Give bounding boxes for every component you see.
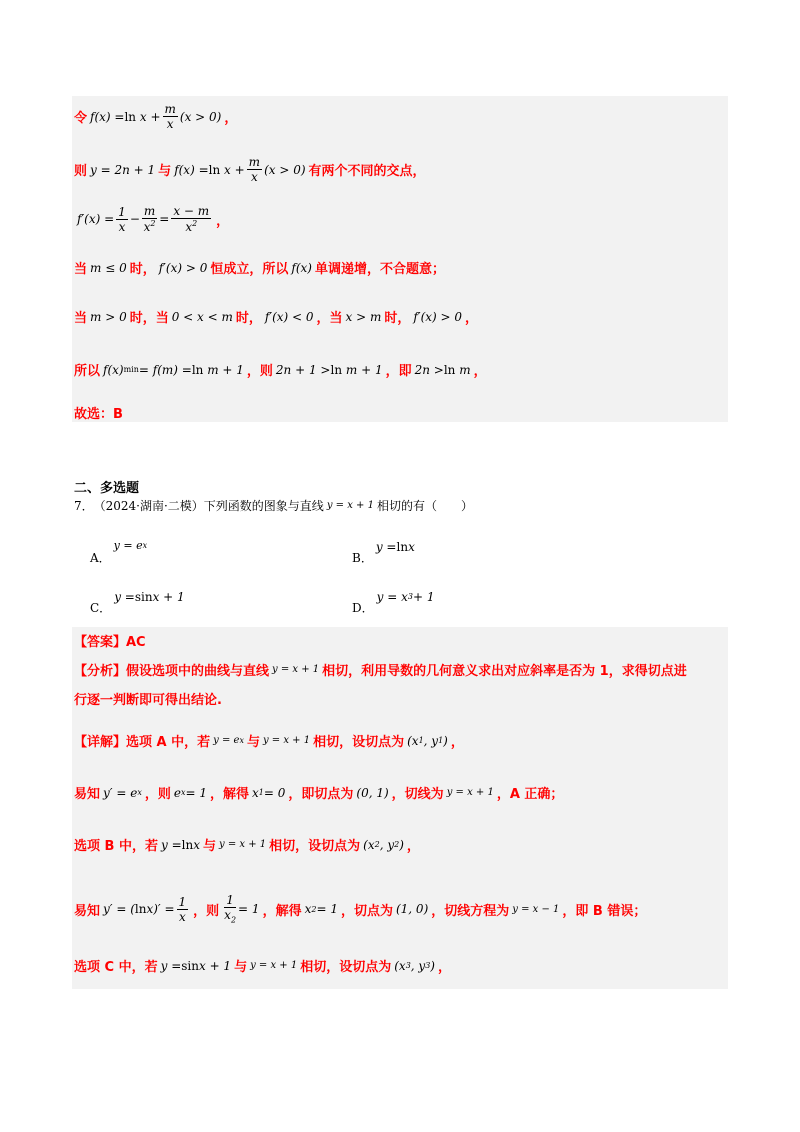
formula: x 2 = 1: [304, 902, 338, 917]
question-text: 相切的有（ ）: [376, 499, 473, 513]
formula: (x 1 , y 1 ): [407, 733, 448, 748]
text: 当: [74, 262, 88, 277]
analysis-line-1: [74, 660, 687, 679]
text: ，解得: [209, 787, 249, 802]
text: ，切线方程为: [431, 903, 510, 919]
text: 与: [202, 839, 216, 854]
detail-line-4: [74, 894, 646, 924]
text: ，: [437, 960, 451, 975]
formula: e x = 1: [173, 785, 207, 800]
formula: y = x + 1: [219, 839, 267, 850]
text: 相切，设切点为: [313, 735, 405, 750]
text: ，则: [246, 364, 273, 379]
formula: f′(x) < 0: [264, 309, 314, 324]
text: 【详解】选项 A 中，若: [74, 735, 211, 750]
formula: f(x) min = f(m) = ln m + 1: [103, 362, 244, 377]
text: 与: [234, 960, 248, 975]
text: 故选：B: [74, 407, 123, 422]
solution-line-1: [74, 103, 237, 130]
formula: y = sin x + 1: [114, 589, 185, 604]
text: ，: [224, 111, 238, 126]
question-text: （2024·湖南·二模）下列函数的图象与直线: [93, 499, 324, 513]
text: 【分析】假设选项中的曲线与直线: [74, 664, 270, 679]
formula: 2n + 1 > ln m + 1: [275, 362, 383, 377]
text: 相切，设切点为: [300, 960, 392, 975]
solution-line-4: [74, 258, 445, 277]
analysis-line-2: [74, 689, 222, 708]
text: ，: [450, 735, 464, 750]
formula: (0, 1): [356, 785, 389, 800]
text: ，解得: [262, 903, 302, 919]
text: 易知: [74, 903, 101, 919]
option-label: C．: [90, 601, 112, 615]
formula: y = sin x + 1: [160, 958, 232, 973]
formula: y = x 3 + 1: [376, 589, 435, 604]
text: 选项 B 中，若: [74, 839, 158, 854]
formula: y = 2n + 1: [90, 162, 156, 177]
formula: y = x + 1: [250, 960, 298, 971]
text: 有两个不同的交点，: [308, 164, 426, 179]
text: 时，当: [129, 311, 169, 326]
solution-line-3: [74, 205, 229, 233]
text: ，即 B 错误；: [562, 903, 647, 919]
text: ，当: [316, 311, 343, 326]
formula: x > m: [345, 309, 382, 324]
text: 当: [74, 311, 88, 326]
option-label: B．: [352, 551, 373, 565]
option-label: D．: [352, 601, 374, 615]
text: 【答案】AC: [74, 635, 146, 650]
text: 时，: [235, 311, 262, 326]
option-label: A．: [90, 551, 111, 565]
text: ，切点为: [340, 903, 393, 919]
answer-line: [74, 631, 146, 650]
formula: 0 < x < m: [171, 309, 233, 324]
detail-line-1: [74, 731, 464, 750]
solution-line-6: [74, 360, 487, 379]
text: 相切，利用导数的几何意义求出对应斜率是否为 1，求得切点进: [322, 664, 687, 679]
option-a: [90, 531, 150, 566]
formula: y = ln x: [160, 837, 200, 852]
formula: y = x − 1: [512, 903, 560, 915]
formula: $\frac{1}{x_2}$ = 1: [224, 893, 260, 925]
text: 时，: [129, 262, 156, 277]
formula: f(x): [291, 260, 312, 275]
option-b: [352, 531, 418, 566]
formula: y = x + 1: [446, 787, 494, 798]
text: ，: [216, 213, 230, 229]
text: ，则: [193, 903, 220, 919]
text: ，即切点为: [288, 787, 354, 802]
text: 相切，设切点为: [269, 839, 361, 854]
formula: f′(x) > 0: [413, 309, 463, 324]
formula: m ≤ 0: [90, 260, 127, 275]
formula: x 1 = 0: [252, 785, 286, 800]
formula: y = x + 1: [272, 664, 320, 675]
text: ，切线为: [391, 787, 444, 802]
question-number: 7．: [74, 499, 94, 513]
solution-line-2: [74, 156, 426, 183]
option-c: [90, 581, 188, 616]
text: 单调递增，不合题意；: [314, 262, 445, 277]
text: ，: [406, 839, 420, 854]
formula: y = x + 1: [326, 500, 374, 511]
detail-line-2: [74, 783, 563, 802]
formula: m > 0: [90, 309, 127, 324]
text: 所以: [74, 364, 101, 379]
text: 行逐一判断即可得出结论.: [74, 693, 222, 708]
text: 令: [74, 111, 88, 126]
text: 时，: [384, 311, 411, 326]
text: 恒成立，所以: [210, 262, 289, 277]
formula: y′ = e x: [103, 785, 142, 800]
formula: f′(x) > 0: [158, 260, 208, 275]
text: 易知: [74, 787, 101, 802]
detail-line-5: [74, 956, 451, 975]
formula: y′ = ( ln x)′ = $\frac{1}{x}$: [103, 894, 187, 924]
text: ，: [465, 311, 479, 326]
text: 选项 C 中，若: [74, 960, 158, 975]
solution-line-5: [74, 307, 478, 326]
text: 与: [246, 735, 260, 750]
formula: f′(x) = $\frac{1}{x}$ − $\frac{m}{x^2}$ = $\frac{x - m}{x^2}$: [77, 204, 210, 234]
solution-line-7: [74, 403, 123, 422]
section-title: 二、多选题: [74, 481, 140, 496]
formula: (1, 0): [395, 902, 429, 917]
answer-block-q7: [72, 627, 728, 989]
formula: (x 2 , y 2 ): [363, 837, 404, 852]
detail-line-3: [74, 835, 420, 854]
formula: 2n > ln m: [414, 362, 471, 377]
text: ，则: [144, 787, 171, 802]
text: ，A 正确；: [496, 787, 564, 802]
question-stem: [74, 497, 473, 514]
text: ，: [473, 364, 487, 379]
formula: f(x) = ln x + $\frac{m}{x}$ (x > 0): [90, 102, 222, 131]
formula: f(x) = ln x + $\frac{m}{x}$ (x > 0): [174, 155, 306, 184]
text: 与: [158, 164, 172, 179]
formula: y = e x: [213, 735, 244, 746]
text: ，即: [385, 364, 412, 379]
option-d: [352, 581, 437, 616]
formula: y = ln x: [375, 539, 415, 554]
formula: y = e x: [113, 539, 148, 552]
formula: (x 3 , y 3 ): [394, 958, 435, 973]
text: 则: [74, 164, 88, 179]
formula: y = x + 1: [262, 735, 311, 746]
